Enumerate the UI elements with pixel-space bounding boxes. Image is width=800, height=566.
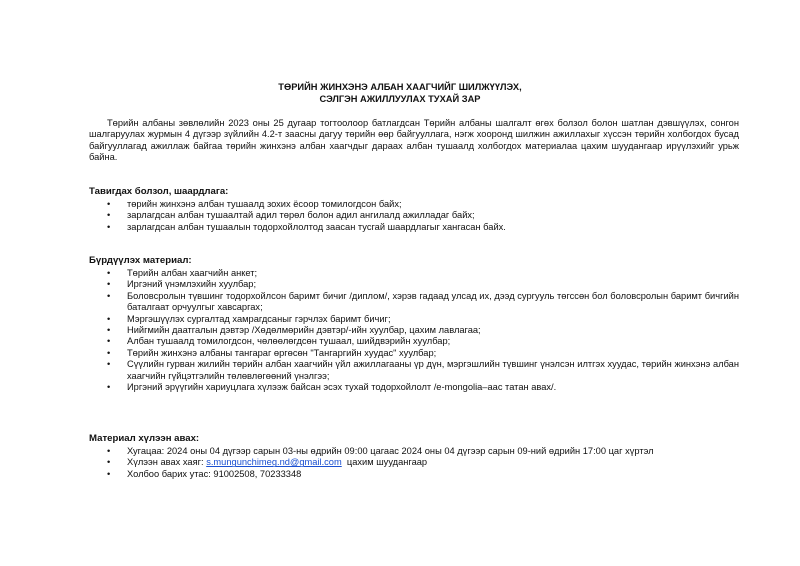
- title-line-1: ТӨРИЙН ЖИНХЭНЭ АЛБАН ХААГЧИЙГ ШИЛЖҮҮЛЭХ,: [278, 82, 522, 92]
- title-line-2: СЭЛГЭН АЖИЛЛУУЛАХ ТУХАЙ ЗАР: [319, 93, 481, 104]
- bullet-icon: •: [107, 336, 111, 347]
- requirements-list: [89, 199, 739, 233]
- list-item: • төрийн жинхэнэ албан тушаалд зохих ёсоор томилогдсон байх;: [107, 199, 402, 209]
- bullet-icon: •: [107, 221, 111, 232]
- bullet-icon: •: [107, 199, 111, 209]
- submission-list: [89, 446, 739, 480]
- list-item: • зарлагдсан албан тушаалтай адил төрөл болон адил ангилалд ажилладаг байх;: [107, 210, 475, 221]
- document-title: [0, 82, 800, 105]
- email-link[interactable]: s.mungunchimeg.nd@gmail.com: [206, 457, 342, 468]
- list-item: • Иргэний үнэмлэхийн хуулбар;: [107, 279, 257, 290]
- materials-list: [89, 268, 739, 393]
- list-item: • Төрийн албан хаагчийн анкет;: [107, 268, 258, 278]
- list-item: • Мэргэшүүлэх сургалтад хамрагдсаныг гэрчлэх баримт бичиг;: [107, 313, 391, 324]
- bullet-icon: •: [107, 279, 111, 290]
- submission-heading: Материал хүлээн авах:: [89, 433, 200, 444]
- bullet-icon: •: [107, 268, 111, 278]
- list-item: • Нийгмийн даатгалын дэвтэр /Хөдөлмөрийн дэвтэр/-ийн хуулбар, цахим лавлагаа;: [107, 325, 481, 336]
- bullet-icon: •: [107, 446, 111, 456]
- requirements-heading: Тавигдах болзол, шаардлага:: [89, 186, 229, 197]
- list-item: • Иргэний эрүүгийн хариуцлага хүлээж байсан эсэх тухай тодорхойлолт /e-mongolia–аас татан авах/.: [107, 382, 557, 393]
- list-item: • Сүүлийн гурван жилийн төрийн албан хаагчийн үйл ажиллагааны үр дүн, мэргэшлийн түвшинг үнэлсэн илтгэх хуудас, төрийн жинхэнэ албан хаагчийн гүйцэтгэлийн төлөвлөгөөний үнэлгээ;: [107, 359, 739, 381]
- list-item: • Боловсролын түвшинг тодорхойлсон баримт бичиг /диплом/, хэрэв гадаад улсад их, дээд сургууль төгссөн бол боловсролын баримт бичгийн баталгаат орчуулгыг хавсаргах;: [107, 290, 739, 313]
- materials-heading: Бүрдүүлэх материал:: [89, 255, 192, 266]
- bullet-icon: •: [107, 347, 111, 358]
- bullet-icon: •: [107, 325, 111, 336]
- bullet-icon: •: [107, 290, 111, 301]
- bullet-icon: •: [107, 359, 111, 370]
- bullet-icon: •: [107, 210, 111, 221]
- list-item: • Албан тушаалд томилогдсон, чөлөөлөгдсөн тушаал, шийдвэрийн хуулбар;: [107, 336, 451, 347]
- intro-paragraph: Төрийн албаны зөвлөлийн 2023 оны 25 дугаар тогтоолоор батлагдсан Төрийн албаны шалгалт өгөх болзол болон шатлан дэвшүүлэх, сонгон шалгаруулах журмын 4 дүгээр зүйлийн 4.2-т заасны дагуу төрийн өөр байгууллага, нэгж хооронд шилжин ажиллахыг хүссэн төрийн холбогдох бусад байгууллагад ажиллаж байгаа төрийн жинхэнэ албан хаагчдыг дараах албан тушаалд холбогдох материалаа цахим шуудангаар ирүүлэхийг урьж байна.: [89, 118, 739, 163]
- deadline-item: • Хугацаа: 2024 оны 04 дүгээр сарын 03-ны өдрийн 09:00 цагаас 2024 оны 04 дүгээр сарын 09-ний өдрийн 17:00 цаг хүртэл: [107, 446, 654, 456]
- bullet-icon: •: [107, 382, 111, 393]
- bullet-icon: •: [107, 468, 111, 479]
- email-item: • Хүлээн авах хаяг: s.mungunchimeg.nd@gmail.com цахим шуудангаар: [107, 457, 428, 468]
- bullet-icon: •: [107, 313, 111, 324]
- phone-item: • Холбоо барих утас: 91002508, 70233348: [107, 468, 302, 479]
- list-item: • зарлагдсан албан тушаалын тодорхойлолтод заасан тусгай шаардлагыг хангасан байх.: [107, 221, 506, 232]
- bullet-icon: •: [107, 457, 111, 468]
- list-item: • Төрийн жинхэнэ албаны тангараг өргөсөн "Тангаргийн хуудас" хуулбар;: [107, 347, 437, 358]
